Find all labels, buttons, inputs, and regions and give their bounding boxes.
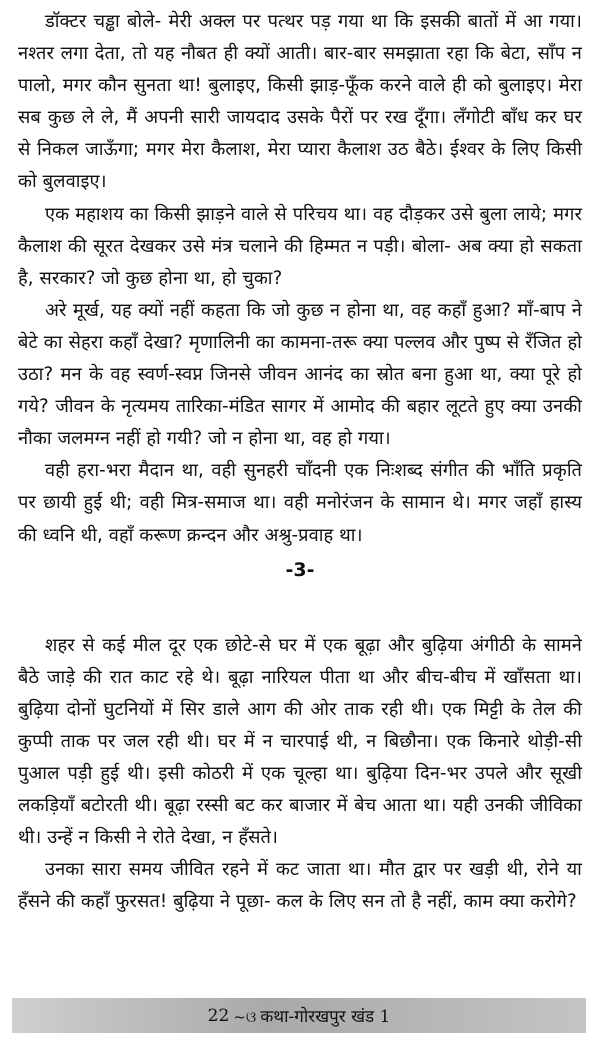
paragraph-jhadne-wale: एक महाशय का किसी झाड़ने वाले से परिचय था। वह दौड़कर उसे बुला लाये; मगर कैलाश की सूरत देखकर उसे मंत्र चलाने की हिम्मत न पड़ी। बोला- अब क्या हो सकता है, सरकार? जो कुछ होना था, हो चुका? [18,203,582,289]
paragraph-are-moorkh: अरे मूर्ख, यह क्यों नहीं कहता कि जो कुछ न होना था, वह कहाँ हुआ? माँ-बाप ने बेटे का सेहरा कहाँ देखा? मृणालिनी का कामना-तरू क्या पल्लव और पुष्प से रँजित हो उठा? मन के वह स्वर्ण-स्वप्न जिनसे जीवन आनंद का स्रोत बना हुआ था, क्या पूरे हो गये? जीवन के नृत्यमय तारिका-मंडित सागर में आमोद की बहार लूटते हुए क्या उनकी नौका जलमग्न नहीं हो गयी? जो न होना था, वह हो गया। [18,299,582,450]
paragraph-hara-bhara-maidan: वही हरा-भरा मैदान था, वही सुनहरी चाँदनी एक निःशब्द संगीत की भाँति प्रकृति पर छायी हुई थी; वही मित्र-समाज था। वही मनोरंजन के सामान थे। मगर जहाँ हास्य की ध्वनि थी, वहाँ करूण क्रन्दन और अश्रु-प्रवाह था। [18,460,582,546]
section-number: -3- [285,558,315,581]
page-footer [12,998,586,1033]
book-title: कथा-गोरखपुर खंड 1 [260,1007,391,1027]
paragraph-shahar-se: शहर से कई मील दूर एक छोटे-से घर में एक बूढ़ा और बुढ़िया अंगीठी के सामने बैठे जाड़े की रात काट रहे थे। बूढ़ा नारियल पीता था और बीच-बीच में खाँसता था। बुढ़िया दोनों घुटनियों में सिर डाले आग की ओर ताक रही थी। एक मिट्टी के तेल की कुप्पी ताक पर जल रही थी। घर में न चारपाई थी, न बिछौना। एक किनारे थोड़ी-सी पुआल पड़ी हुई थी। इसी कोठरी में एक चूल्हा था। बुढ़िया दिन-भर उपले और सूखी लकड़ियाँ बटोरती थी। बूढ़ा रस्सी बट कर बाजार में बेच आता था। यही उनकी जीविका थी। उन्हें न किसी ने रोते देखा, न हँसते। [18,634,582,849]
page-number: 22 [207,1005,230,1026]
paragraph-doctor-chaddha: डॉक्टर चड्ढा बोले- मेरी अक्ल पर पत्थर पड़ गया था कि इसकी बातों में आ गया। नश्तर लगा देता, तो यह नौबत ही क्यों आती। बार-बार समझाता रहा कि बेटा, साँप न पालो, मगर कौन सुनता था! बुलाइए, किसी झाड़-फूँक करने वाले ही को बुलाइए। मेरा सब कुछ ले ले, मैं अपनी सारी जायदाद उसके पैरों पर रख दूँगा। लँगोटी बाँध कर घर से निकल जाऊँगा; मगर मेरा कैलाश, मेरा प्यारा कैलाश उठ बैठे। ईश्वर के लिए किसी को बुलवाइए। [18,11,582,193]
paragraph-unka-sara-samay: उनका सारा समय जीवित रहने में कट जाता था। मौत द्वार पर खड़ी थी, रोने या हँसने की कहाँ फुरसत! बुढ़िया ने पूछा- कल के लिए सन तो है नहीं, काम क्या करोगे? [18,859,582,913]
ornament-icon: ~ଓ [233,1007,257,1026]
